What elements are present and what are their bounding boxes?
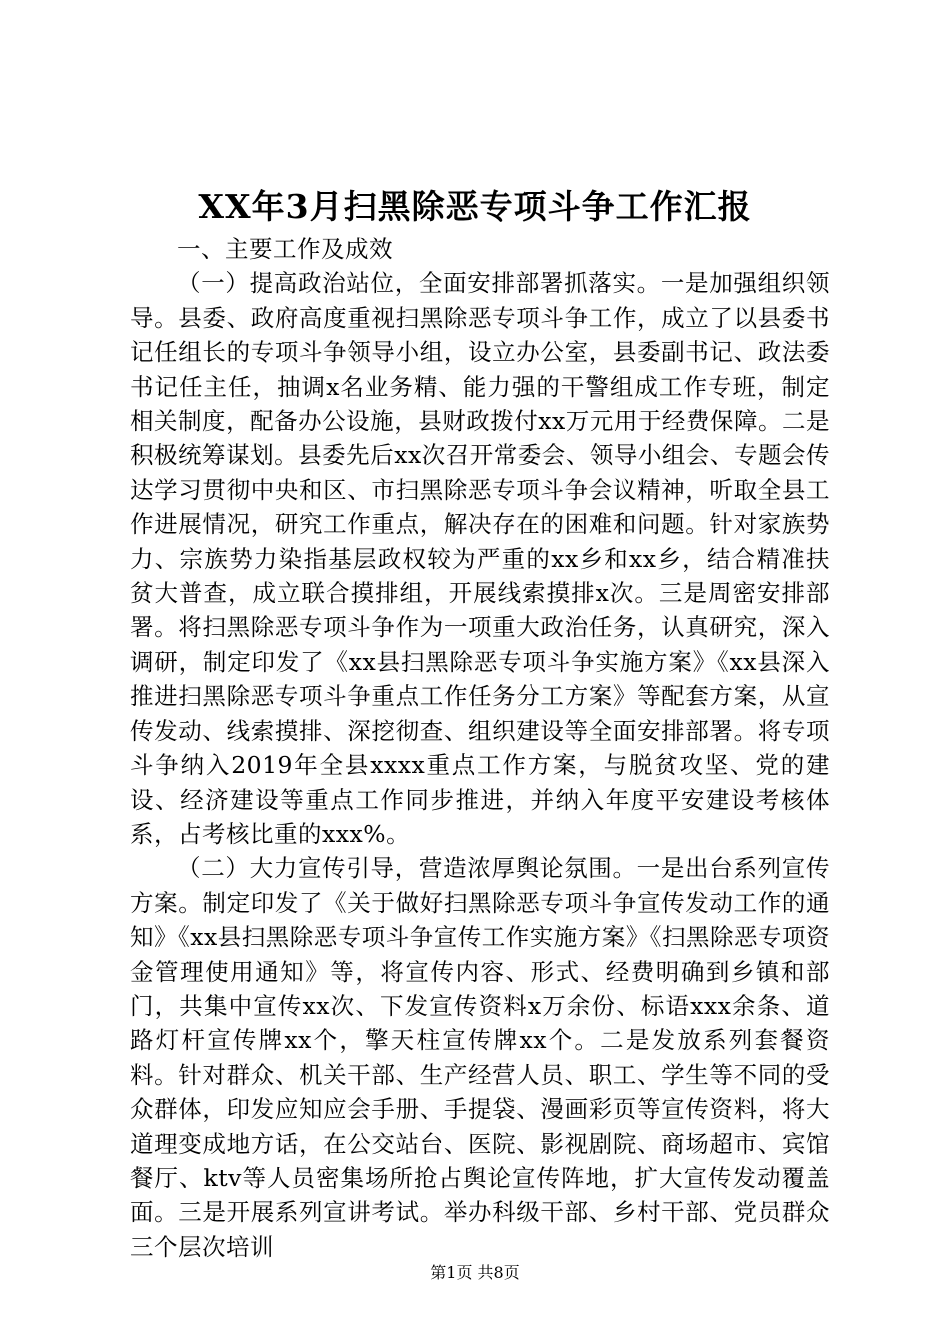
- body-paragraph: （二）大力宣传引导，营造浓厚舆论氛围。一是出台系列宣传方案。制定印发了《关于做好扫黑除恶专项斗争宣传发动工作的通知》《xx县扫黑除恶专项斗争宣传工作实施方案》《扫黑除恶专项资金管理使用通知》等，将宣传内容、形式、经费明确到乡镇和部门，共集中宣传xx次、下发宣传资料x万余份、标语xxx余条、道路灯杆宣传牌xx个，擎天柱宣传牌xx个。二是发放系列套餐资料。针对群众、机关干部、生产经营人员、职工、学生等不同的受众群体，印发应知应会手册、手提袋、漫画彩页等宣传资料，将大道理变成地方话，在公交站台、医院、影视剧院、商场超市、宾馆餐厅、ktv等人员密集场所抢占舆论宣传阵地，扩大宣传发动覆盖面。三是开展系列宣讲考试。举办科级干部、乡村干部、党员群众三个层次培训: [130, 854, 831, 1261]
- body-paragraph: （一）提高政治站位，全面安排部署抓落实。一是加强组织领导。县委、政府高度重视扫黑除恶专项斗争工作，成立了以县委书记任组长的专项斗争领导小组，设立办公室，县委副书记、政法委书记任主任，抽调x名业务精、能力强的干警组成工作专班，制定相关制度，配备办公设施，县财政拨付xx万元用于经费保障。二是积极统筹谋划。县委先后xx次召开常委会、领导小组会、专题会传达学习贯彻中央和区、市扫黑除恶专项斗争会议精神，听取全县工作进展情况，研究工作重点，解决存在的困难和问题。针对家族势力、宗族势力染指基层政权较为严重的xx乡和xx乡，结合精准扶贫大普查，成立联合摸排组，开展线索摸排x次。三是周密安排部署。将扫黑除恶专项斗争作为一项重大政治任务，认真研究，深入调研，制定印发了《xx县扫黑除恶专项斗争实施方案》《xx县深入推进扫黑除恶专项斗争重点工作任务分工方案》等配套方案，从宣传发动、线索摸排、深挖彻查、组织建设等全面安排部署。将专项斗争纳入2019年全县xxxx重点工作方案，与脱贫攻坚、党的建设、经济建设等重点工作同步推进，并纳入年度平安建设考核体系，占考核比重的xxx%。: [130, 269, 830, 848]
- page-footer: 第1页 共8页: [430, 1263, 520, 1282]
- document-body: [130, 232, 830, 1264]
- document-title: XX年3月扫黑除恶专项斗争工作汇报: [198, 187, 752, 226]
- section-heading: 一、主要工作及成效: [177, 235, 393, 263]
